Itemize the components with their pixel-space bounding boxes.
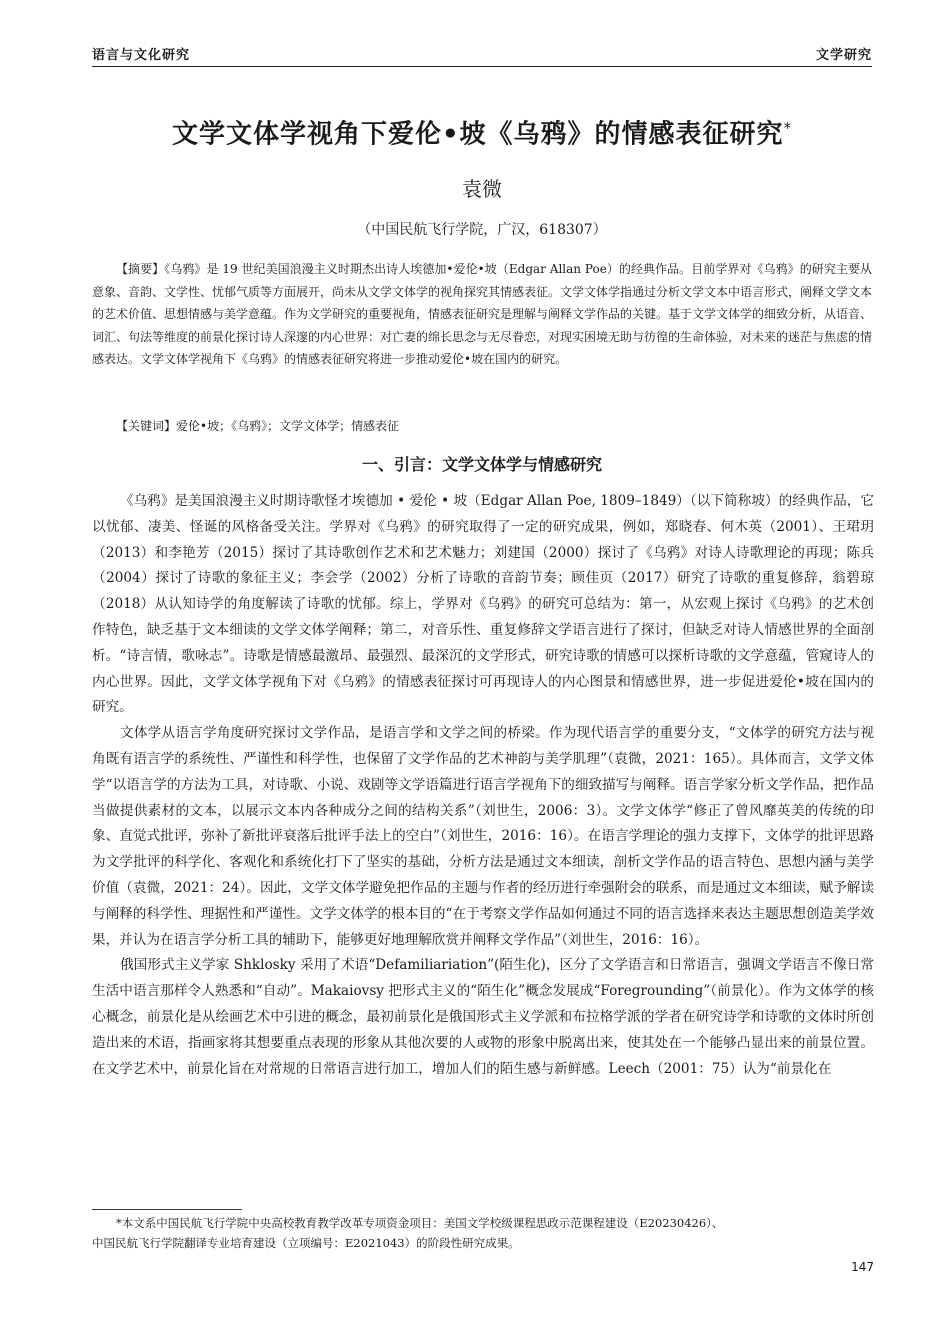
paragraph: 文体学从语言学角度研究探讨文学作品，是语言学和文学之间的桥梁。作为现代语言学的重要分支，“文体学的研究方法与视角既有语言学的系统性、严谨性和科学性，也保留了文学作品的艺术神韵与美学肌理”（袁微，2021：165）。具体而言，文学文体学“以语言学的方法为工具，对诗歌、小说、戏剧等文学语篇进行语言学视角下的细致描写与阐释。语言学家分析文学作品，把作品当做提供素材的文本，以展示文本内各种成分之间的结构关系”（刘世生，2006：3）。文学文体学“修正了曾风靡英美的传统的印象、直觉式批评，弥补了新批评衰落后批评手法上的空白”（刘世生，2016：16）。在语言学理论的强力支撑下，文体学的批评思路为文学批评的科学化、客观化和系统化打下了坚实的基础，分析方法是通过文本细读，剖析文学作品的语言特色、思想内涵与美学价值（袁微，2021：24）。因此，文学文体学避免把作品的主题与作者的经历进行牵强附会的联系，而是通过文本细读，赋予解读与阐释的科学性、理据性和严谨性。文学文体学的根本目的“在于考察文学作品如何通过不同的语言选择来表达主题思想创造美学效果，并认为在语言学分析工具的辅助下，能够更好地理解欣赏并阐释文学作品”（刘世生，2016：16）。 xyxy=(92,725,874,948)
abstract: 【摘要】《乌鸦》是 19 世纪美国浪漫主义时期杰出诗人埃德加•爱伦•坡（Edgar Allan Poe）的经典作品。目前学界对《乌鸦》的研究主要从意象、音韵、文学性、忧郁气质等方面展开，尚未从文学文体学的视角探究其情感表征。文学文体学指通过分析文学文本中语言形式，阐释文学文本的艺术价值、思想情感与美学意蕴。作为文学研究的重要视角，情感表征研究是理解与阐释文学作品的关键。基于文学文体学的细致分析，从语音、词汇、句法等维度的前景化探讨诗人深邃的内心世界：对亡妻的绵长思念与无尽眷恋，对现实困境无助与彷徨的生命体验，对未来的迷茫与焦虑的情感表达。文学文体学视角下《乌鸦》的情感表征研究将进一步推动爱伦•坡在国内的研究。 xyxy=(92,262,873,366)
keywords: 【关键词】爱伦•坡；《乌鸦》；文学文体学；情感表征 xyxy=(116,419,400,433)
author-affiliation: （中国民航飞行学院，广汉，618307） xyxy=(357,222,607,238)
article-title-text: 文学文体学视角下爱伦•坡《乌鸦》的情感表征研究 xyxy=(171,119,784,150)
paragraph: 《乌鸦》是美国浪漫主义时期诗歌怪才埃德加 • 爱伦 • 坡（Edgar Allan Poe, 1809–1849）（以下简称坡）的经典作品，它以忧郁、凄美、怪诞的风格备受关注。学界对《乌鸦》的研究取得了一定的研究成果，例如，郑晓春、何木英（2001）、王珺玥（2013）和李艳芳（2015）探讨了其诗歌创作艺术和艺术魅力；刘建国（2000）探讨了《乌鸦》对诗人诗歌理论的再现；陈兵（2004）探讨了诗歌的象征主义；李会学（2002）分析了诗歌的音韵节奏；顾佳页（2017）研究了诗歌的重复修辞，翁碧琼（2018）从认知诗学的角度解读了诗歌的忧郁。综上，学界对《乌鸦》的研究可总结为：第一，从宏观上探讨《乌鸦》的艺术创作特色，缺乏基于文本细读的文学文体学阐释；第二，对音乐性、重复修辞文学语言进行了探讨，但缺乏对诗人情感世界的全面剖析。“诗言情，歌咏志”。诗歌是情感最激昂、最强烈、最深沉的文学形式，研究诗歌的情感可以探析诗歌的文学意蕴，管窥诗人的内心世界。因此，文学文体学视角下对《乌鸦》的情感表征探讨可再现诗人的内心图景和情感世界，进一步促进爱伦•坡在国内的研究。 xyxy=(92,493,874,716)
body-text xyxy=(92,489,874,1082)
author-name: 袁微 xyxy=(462,177,502,201)
running-head xyxy=(92,42,872,67)
section-label: 文学研究 xyxy=(815,48,872,63)
paragraph: 俄国形式主义学家 Shklosky 采用了术语“Defamiliariation”(陌生化)，区分了文学语言和日常语言，强调文学语言不像日常生活中语言那样令人熟悉和“自动”。Makaiovsy 把形式主义的“陌生化”概念发展成“Foregrounding”（前景化）。作为文体学的核心概念，前景化是从绘画艺术中引进的概念，最初前景化是俄国形式主义学派和布拉格学派的学者在研究诗学和诗歌的文体时所创造出来的术语，指画家将其想要重点表现的形象从其他次要的人或物的形象中脱离出来，使其处在一个能够凸显出来的前景位置。在文学艺术中，前景化旨在对常规的日常语言进行加工，增加人们的陌生感与新鲜感。Leech（2001：75）认为“前景化在 xyxy=(92,957,874,1077)
page-number: 147 xyxy=(851,1260,874,1274)
footnote-line-2: 中国民航飞行学院翻译专业培育建设（立项编号：E2021043）的阶段性研究成果。 xyxy=(92,1236,520,1250)
funding-mark: * xyxy=(783,119,793,137)
footnote-line-1: *本文系中国民航飞行学院中央高校教育教学改革专项资金项目：美国文学校级课程思政示范课程建设（E20230426）、 xyxy=(116,1216,724,1230)
footnote-divider xyxy=(92,1209,242,1210)
journal-name: 语言与文化研究 xyxy=(92,48,191,63)
section-heading: 一、引言：文学文体学与情感研究 xyxy=(361,455,602,474)
article-title xyxy=(92,108,872,155)
footnote xyxy=(92,1213,882,1253)
